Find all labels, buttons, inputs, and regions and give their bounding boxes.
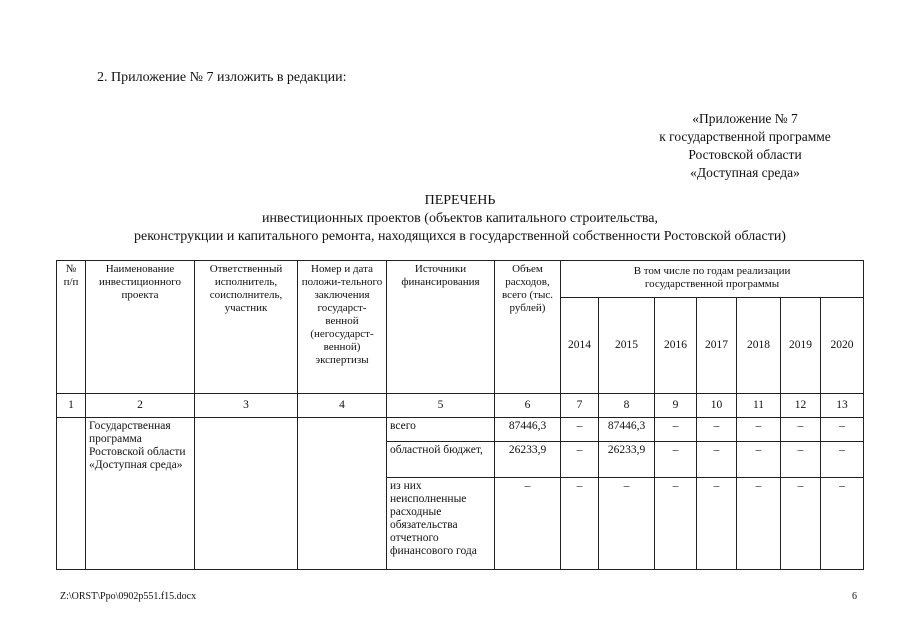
page-number: 6 <box>852 591 857 602</box>
intro-text: 2. Приложение № 7 изложить в редакции: <box>97 70 347 85</box>
value-cell: – <box>697 442 737 478</box>
header-project-name: Наименование инвестиционного проекта <box>86 261 195 394</box>
value-cell: – <box>737 442 781 478</box>
header-volume: Объем расходов, всего (тыс. рублей) <box>495 261 561 394</box>
year-2015: 2015 <box>599 298 655 394</box>
value-cell: – <box>561 478 599 570</box>
value-cell: – <box>821 442 864 478</box>
row-num-cell <box>57 418 86 570</box>
value-cell: – <box>821 418 864 442</box>
header-executor: Ответственный исполнитель, соисполнитель, участник <box>195 261 298 394</box>
appendix-line-3: Ростовской области <box>688 147 802 162</box>
source-cell: из них неисполненные расходные обязательства отчетного финансового года <box>387 478 495 570</box>
year-2014: 2014 <box>561 298 599 394</box>
header-sources: Источники финансирования <box>387 261 495 394</box>
value-cell: – <box>599 478 655 570</box>
value-cell: – <box>781 442 821 478</box>
appendix-line-1: «Приложение № 7 <box>692 111 798 126</box>
title-line-1: ПЕРЕЧЕНЬ <box>424 193 496 208</box>
col-number: 9 <box>655 394 697 418</box>
year-2020: 2020 <box>821 298 864 394</box>
value-cell: 87446,3 <box>599 418 655 442</box>
col-number: 6 <box>495 394 561 418</box>
source-cell: областной бюджет, <box>387 442 495 478</box>
value-cell: – <box>655 478 697 570</box>
value-cell: – <box>737 418 781 442</box>
value-cell: – <box>697 478 737 570</box>
value-cell: – <box>781 478 821 570</box>
value-cell: – <box>697 418 737 442</box>
total-cell: – <box>495 478 561 570</box>
title-line-2: инвестиционных проектов (объектов капитального строительства, <box>261 211 659 226</box>
source-cell: всего <box>387 418 495 442</box>
year-2019: 2019 <box>781 298 821 394</box>
col-number: 11 <box>737 394 781 418</box>
value-cell: – <box>655 442 697 478</box>
value-cell: – <box>781 418 821 442</box>
title-line-3: реконструкции и капитального ремонта, находящихся в государственной собственности Ростовской области) <box>134 229 786 244</box>
investment-projects-table <box>56 260 864 570</box>
footer-file-path: Z:\ORST\Ppo\0902p551.f15.docx <box>60 591 197 602</box>
col-number: 2 <box>86 394 195 418</box>
year-2018: 2018 <box>737 298 781 394</box>
value-cell: – <box>821 478 864 570</box>
year-2016: 2016 <box>655 298 697 394</box>
project-name-cell: Государственная программа Ростовской области «Доступная среда» <box>86 418 195 570</box>
col-number: 10 <box>697 394 737 418</box>
col-number: 1 <box>57 394 86 418</box>
col-number: 4 <box>298 394 387 418</box>
header-years-group: В том числе по годам реализации государственной программы <box>561 261 864 298</box>
value-cell: 26233,9 <box>599 442 655 478</box>
col-number: 13 <box>821 394 864 418</box>
value-cell: – <box>655 418 697 442</box>
expertise-cell <box>298 418 387 570</box>
header-num: № п/п <box>57 261 86 394</box>
year-2017: 2017 <box>697 298 737 394</box>
col-number: 3 <box>195 394 298 418</box>
document-title <box>60 192 860 246</box>
column-numbers-row <box>57 394 864 418</box>
col-number: 7 <box>561 394 599 418</box>
value-cell: – <box>737 478 781 570</box>
header-expertise: Номер и дата положи-тельного заключения государст-венной (негосударст-венной) экспертизы <box>298 261 387 394</box>
value-cell: – <box>561 418 599 442</box>
appendix-reference <box>620 110 870 182</box>
appendix-line-2: к государственной программе <box>659 129 831 144</box>
appendix-line-4: «Доступная среда» <box>690 165 800 180</box>
executor-cell <box>195 418 298 570</box>
col-number: 8 <box>599 394 655 418</box>
table-row <box>57 418 864 442</box>
total-cell: 26233,9 <box>495 442 561 478</box>
col-number: 12 <box>781 394 821 418</box>
col-number: 5 <box>387 394 495 418</box>
value-cell: – <box>561 442 599 478</box>
total-cell: 87446,3 <box>495 418 561 442</box>
header-row-1 <box>57 261 864 298</box>
